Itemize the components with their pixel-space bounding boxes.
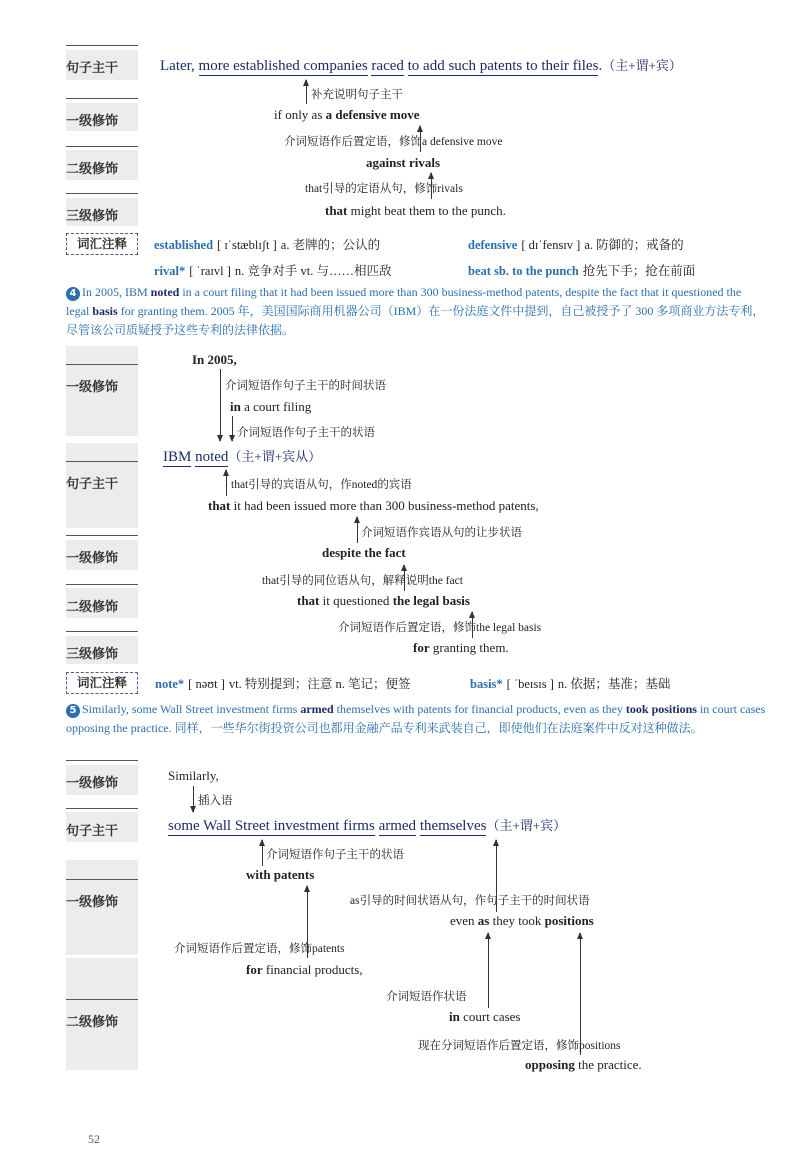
vocab-entry [154, 235, 380, 254]
text-bold: as [477, 913, 490, 928]
note-text-en: rivals [437, 183, 463, 195]
arrow-up-icon [488, 933, 489, 1008]
label-l2: 二级修饰 [66, 1011, 138, 1030]
structure-note: （主+谓+宾从） [228, 449, 322, 464]
arrow-up-icon [306, 80, 307, 104]
period: . [598, 58, 603, 74]
arrow-up-icon [262, 840, 263, 866]
modifier-l2 [449, 1009, 520, 1025]
modifier-l1 [230, 399, 311, 415]
vocab-entry [468, 235, 684, 254]
predicate: noted [195, 449, 229, 465]
modifier-l1: despite the fact [322, 545, 406, 560]
arrow-down-icon [193, 786, 194, 812]
vocab-word: note* [155, 677, 185, 691]
text-bold: that [325, 203, 348, 218]
arrow-down-icon [232, 416, 233, 441]
paragraph-text: in court cases opposing the practice. 同样，一些华尔街投资公司也都用金融产品专利来武装自己，即使他们在法庭案件中反对这种做法。 [66, 702, 766, 735]
vocab-definition: a. 防御的；戒备的 [584, 238, 684, 252]
note [262, 572, 463, 588]
text-bold: in [449, 1009, 460, 1024]
paragraph-5 [66, 700, 766, 738]
vocab-word: rival* [154, 264, 186, 278]
text-bold: that [208, 498, 231, 513]
vocab-word: defensive [468, 238, 518, 252]
note-text: 的宾语 [377, 477, 412, 491]
text: court cases [459, 1009, 521, 1024]
text: might beat them to the punch. [347, 203, 506, 218]
vocab-entry [468, 261, 695, 280]
text: a court filing [240, 399, 312, 414]
arrow-up-icon [420, 126, 421, 152]
note: 介词短语作句子主干的状语 [266, 847, 404, 861]
text: financial products, [262, 962, 363, 977]
vocab-definition: n. 依据；基准；基础 [557, 677, 671, 691]
paragraph-number: 5 [66, 704, 80, 718]
paragraph-text: themselves with patents for financial products, even as they [333, 702, 626, 716]
text: they took [489, 913, 545, 928]
text: if only as [274, 107, 326, 122]
paragraph-text: Similarly, some Wall Street investment firms [82, 702, 301, 716]
note [418, 1037, 621, 1053]
vocab-definition: n. 竞争对手 vt. 与……相匹敌 [234, 264, 392, 278]
modifier-l3 [325, 203, 506, 219]
paragraph-text: in a court filing that it had been issued more than 300 business-method patents, despite the fact that it questioned the legal [66, 285, 742, 318]
object: themselves [419, 818, 487, 834]
note [231, 476, 412, 492]
arrow-up-icon [472, 612, 473, 638]
vocab-entry [155, 674, 411, 693]
label-l1: 一级修饰 [66, 376, 138, 395]
text: it had been issued more than 300 business-method patents, [230, 498, 539, 513]
text-bold: positions [544, 913, 594, 928]
note-text: 修饰 [399, 134, 422, 148]
label-l3: 三级修饰 [66, 643, 138, 662]
note-text: 修饰 [556, 1038, 579, 1052]
text-bold: the legal basis [392, 593, 470, 608]
vocab-phonetic: [ dɪˈfensɪv ] [521, 238, 581, 252]
note-text: 介词短语作后置定语， [174, 941, 289, 955]
paragraph-text: for granting them. 2005 年，美国国际商用机器公司（IBM）在一份法庭文件中提到，自己被授予了 300 多项商业方法专利，尽管该公司质疑授予这些专利的法律依据。 [66, 304, 765, 337]
note-text-en: that [231, 479, 249, 491]
text-bold: that [297, 593, 320, 608]
note-text: 介词短语作后置定语， [338, 620, 453, 634]
modifier-l1: Similarly, [168, 768, 219, 783]
note-text: 修饰 [414, 181, 438, 195]
modifier-l2 [297, 593, 470, 609]
vocab-entry [470, 674, 670, 693]
note: 补充说明句子主干 [311, 87, 403, 101]
note-text-en: a defensive move [422, 136, 503, 148]
main-text: Later, [160, 58, 199, 74]
vocab-word: established [154, 238, 214, 252]
vocab-entry [154, 261, 392, 280]
note-text: 引导的宾语从句，作 [248, 477, 352, 491]
vocab-phonetic: [ ˈbeɪsɪs ] [506, 677, 554, 691]
text-bold: opposing [525, 1057, 575, 1072]
sentence-main-3 [168, 815, 566, 835]
vocab-word: basis* [470, 677, 503, 691]
note [174, 940, 345, 956]
note-text: 引导的定语从句， [322, 181, 415, 195]
sentence-main-1 [160, 55, 682, 75]
label-main: 句子主干 [66, 473, 138, 492]
subject: some Wall Street investment firms [168, 818, 375, 834]
modifier-l1 [274, 107, 420, 123]
label-l1: 一级修饰 [66, 772, 138, 791]
note-text: 介词短语作后置定语， [284, 134, 399, 148]
note-text-en: the fact [428, 575, 463, 587]
note-text: 作句子主干的时间状语 [474, 893, 590, 907]
note: 介词短语作宾语从句的让步状语 [361, 525, 522, 539]
label-vocab: 词汇注释 [66, 672, 138, 694]
modifier-l1: In 2005, [192, 352, 237, 367]
modifier-l3 [413, 640, 509, 656]
note [284, 133, 502, 149]
keyword: basis [92, 304, 118, 318]
note-text-en: as [350, 895, 360, 907]
text: granting them. [429, 640, 509, 655]
vocab-word: beat sb. to the punch [468, 264, 579, 278]
text-bold: in [230, 399, 241, 414]
note [350, 892, 590, 908]
label-l2: 二级修饰 [66, 596, 138, 615]
subject: IBM [163, 449, 192, 465]
paragraph-number: 4 [66, 287, 80, 301]
note-text-en: the legal basis [476, 622, 542, 634]
text-bold: for [413, 640, 430, 655]
arrow-up-icon [404, 565, 405, 591]
arrow-up-icon [431, 173, 432, 199]
predicate: raced [371, 58, 404, 74]
modifier-l1: with patents [246, 867, 315, 882]
arrow-up-icon [357, 517, 358, 543]
predicate: armed [378, 818, 417, 834]
structure-note: （主+谓+宾） [486, 818, 567, 833]
note [338, 619, 541, 635]
note-text-en: noted [351, 479, 378, 491]
label-l1: 一级修饰 [66, 110, 138, 129]
vocab-phonetic: [ ɪˈstæblɪʃt ] [217, 238, 277, 252]
note-text: 修饰 [289, 941, 312, 955]
vocab-definition: a. 老牌的；公认的 [280, 238, 381, 252]
paragraph-text: In 2005, IBM [82, 285, 151, 299]
label-l2: 二级修饰 [66, 158, 138, 177]
note-text-en: patents [312, 943, 345, 955]
keyword: noted [150, 285, 180, 299]
note-text: 引导的时间状语从句， [359, 893, 475, 907]
label-main: 句子主干 [66, 820, 138, 839]
object: to add such patents to their files [407, 58, 599, 74]
label-l1: 一级修饰 [66, 547, 138, 566]
keyword: armed [300, 702, 334, 716]
vocab-definition: vt. 特别提到；注意 n. 笔记；便签 [228, 677, 411, 691]
vocab-definition: 抢先下手；抢在前面 [582, 264, 696, 278]
modifier-l2 [246, 962, 363, 978]
text: it questioned [319, 593, 393, 608]
note: 介词短语作句子主干的时间状语 [225, 378, 386, 392]
sentence-main-2 [163, 446, 321, 466]
modifier-l2: against rivals [366, 155, 441, 170]
text: the practice. [574, 1057, 642, 1072]
text-bold: a defensive move [325, 107, 420, 122]
note-text-en: that [262, 575, 280, 587]
note [305, 180, 463, 196]
modifier-l2 [525, 1057, 642, 1073]
page-number: 52 [88, 1132, 100, 1146]
text-bold: for [246, 962, 263, 977]
label-vocab: 词汇注释 [66, 233, 138, 255]
label-l3: 三级修饰 [66, 205, 138, 224]
note-text: 现在分词短语作后置定语， [418, 1038, 556, 1052]
arrow-up-icon [226, 470, 227, 496]
keyword: took positions [625, 702, 697, 716]
note: 介词短语作句子主干的状语 [237, 425, 375, 439]
arrow-down-icon [220, 369, 221, 441]
note: 介词短语作状语 [386, 989, 467, 1003]
note-text-en: positions [579, 1040, 621, 1052]
note-text: 修饰 [453, 620, 476, 634]
text: even [450, 913, 478, 928]
note-text: 解释说明 [382, 573, 429, 587]
label-main: 句子主干 [66, 57, 138, 76]
structure-note: （主+谓+宾） [602, 58, 682, 73]
vocab-phonetic: [ ˈraɪvl ] [189, 264, 231, 278]
modifier-l1 [450, 913, 594, 929]
vocab-phonetic: [ nəʊt ] [188, 677, 225, 691]
note-text-en: that [305, 183, 323, 195]
paragraph-4 [66, 283, 766, 340]
note: 插入语 [198, 793, 233, 807]
label-l1: 一级修饰 [66, 891, 138, 910]
object-clause [208, 498, 539, 514]
note-text: 引导的同位语从句， [279, 573, 383, 587]
subject: more established companies [198, 58, 368, 74]
